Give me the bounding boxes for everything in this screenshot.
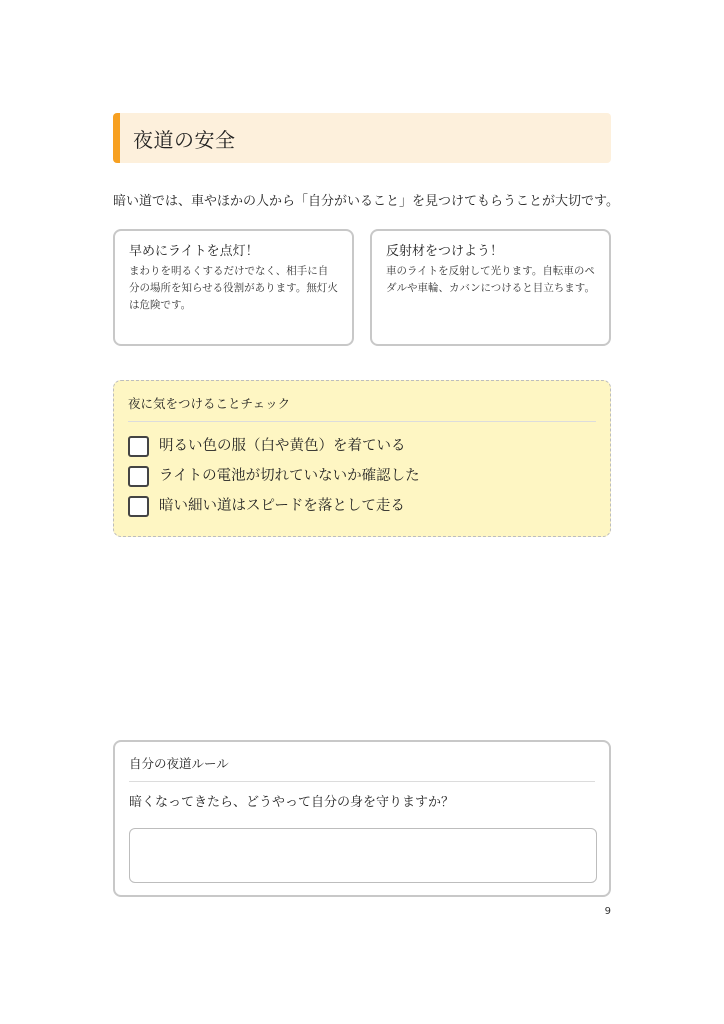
tip-card-body: まわりを明るくするだけでなく、相手に自分の場所を知らせる役割があります。無灯火は危険です。 bbox=[129, 265, 338, 311]
checkbox[interactable] bbox=[128, 466, 149, 487]
tip-card-reflector bbox=[370, 229, 611, 346]
tip-card-body: 車のライトを反射して光ります。自転車のペダルや車輪、カバンにつけると目立ちます。 bbox=[386, 265, 595, 294]
night-rule-panel bbox=[113, 740, 611, 897]
checklist-item[interactable] bbox=[128, 431, 596, 461]
checklist-item-label: ライトの電池が切れていないか確認した bbox=[159, 468, 420, 484]
checklist-item[interactable] bbox=[128, 461, 596, 491]
tip-card-light bbox=[113, 229, 354, 346]
intro-text: 暗い道では、車やほかの人から「自分がいること」を見つけてもらうことが大切です。 bbox=[113, 194, 619, 209]
tip-card-heading: 反射材をつけよう！ bbox=[386, 244, 504, 259]
answer-input[interactable] bbox=[129, 828, 597, 883]
checklist-item[interactable] bbox=[128, 491, 596, 521]
page-title: 夜道の安全 bbox=[133, 127, 236, 152]
checklist-title: 夜に気をつけることチェック bbox=[128, 395, 596, 422]
checklist-item-label: 明るい色の服（白や黄色）を着ている bbox=[159, 438, 406, 454]
tip-card-heading: 早めにライトを点灯！ bbox=[129, 244, 259, 259]
checkbox[interactable] bbox=[128, 436, 149, 457]
rule-panel-title: 自分の夜道ルール bbox=[129, 755, 595, 782]
checkbox[interactable] bbox=[128, 496, 149, 517]
checklist-items bbox=[128, 431, 596, 521]
title-banner bbox=[113, 113, 611, 163]
checklist-item-label: 暗い細い道はスピードを落として走る bbox=[159, 498, 405, 514]
rule-question: 暗くなってきたら、どうやって自分の身を守りますか？ bbox=[129, 795, 455, 810]
night-checklist bbox=[113, 380, 611, 537]
page-number: 9 bbox=[604, 906, 611, 917]
